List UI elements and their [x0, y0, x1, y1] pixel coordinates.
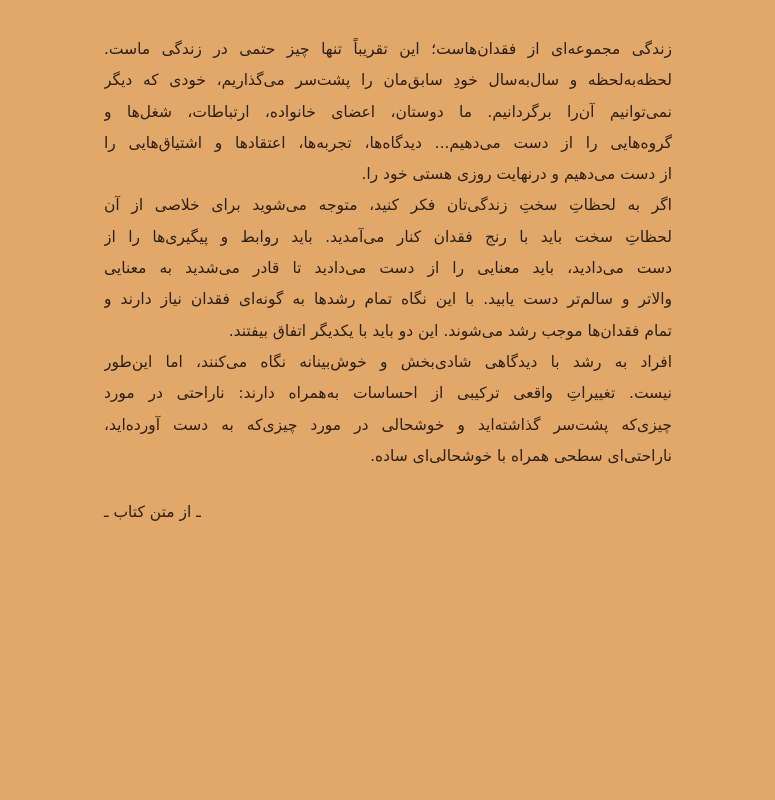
text-line-10: تمام فقدان‌ها موجب رشد می‌شوند. این دو باید با یکدیگر اتفاق بیفتند. [228, 321, 672, 340]
excerpt-text [104, 34, 672, 472]
text-line-7: لحظاتِ سخت باید با رنج فقدان کنار می‌آمدید. باید روابط و پیگیری‌ها را از [104, 227, 672, 246]
text-line-12: نیست. تغییراتِ واقعی ترکیبی از احساسات به‌همراه دارند: ناراحتی در مورد [104, 384, 672, 403]
text-line-3: نمی‌توانیم آن‌را برگردانیم. ما دوستان، اعضای خانواده، ارتباطات، شغل‌ها و [104, 102, 672, 121]
text-line-5: از دست می‌دهیم و درنهایت روزی هستی خود را. [361, 165, 672, 184]
text-line-1: زندگی مجموعه‌ای از فقدان‌هاست؛ این تقریباً تنها چیز حتمی در زندگی ماست. [104, 40, 672, 58]
source-attribution: ـ از متن کتاب ـ [104, 503, 201, 521]
text-line-6: اگر به لحظاتِ سختِ زندگی‌تان فکر کنید، متوجه می‌شوید برای خلاصی از آن [104, 196, 672, 215]
text-line-2: لحظه‌به‌لحظه و سال‌به‌سال خودِ سابق‌مان را پشت‌سر می‌گذاریم، خودی که دیگر [104, 71, 672, 90]
text-line-14: ناراحتی‌ای سطحی همراه با خوشحالی‌ای ساده. [370, 446, 672, 465]
text-line-11: افراد به رشد با دیدگاهی شادی‌بخش و خوش‌بینانه نگاه می‌کنند، اما این‌طور [104, 352, 672, 371]
text-line-4: گروه‌هایی را از دست می‌دهیم... دیدگاه‌ها، تجربه‌ها، اعتقادها و اشتیاق‌هایی را [104, 133, 672, 152]
text-line-9: والاتر و سالم‌تر دست یابید. با این نگاه تمام رشدها به گونه‌ای فقدان نیاز دارند و [104, 290, 672, 309]
text-line-8: دست می‌دادید، باید معنایی را از دست می‌دادید تا قادر می‌شدید به معنایی [104, 259, 672, 278]
text-line-13: چیزی‌که پشت‌سر گذاشته‌اید و خوشحالی در مورد چیزی‌که به دست آورده‌اید، [104, 415, 672, 434]
